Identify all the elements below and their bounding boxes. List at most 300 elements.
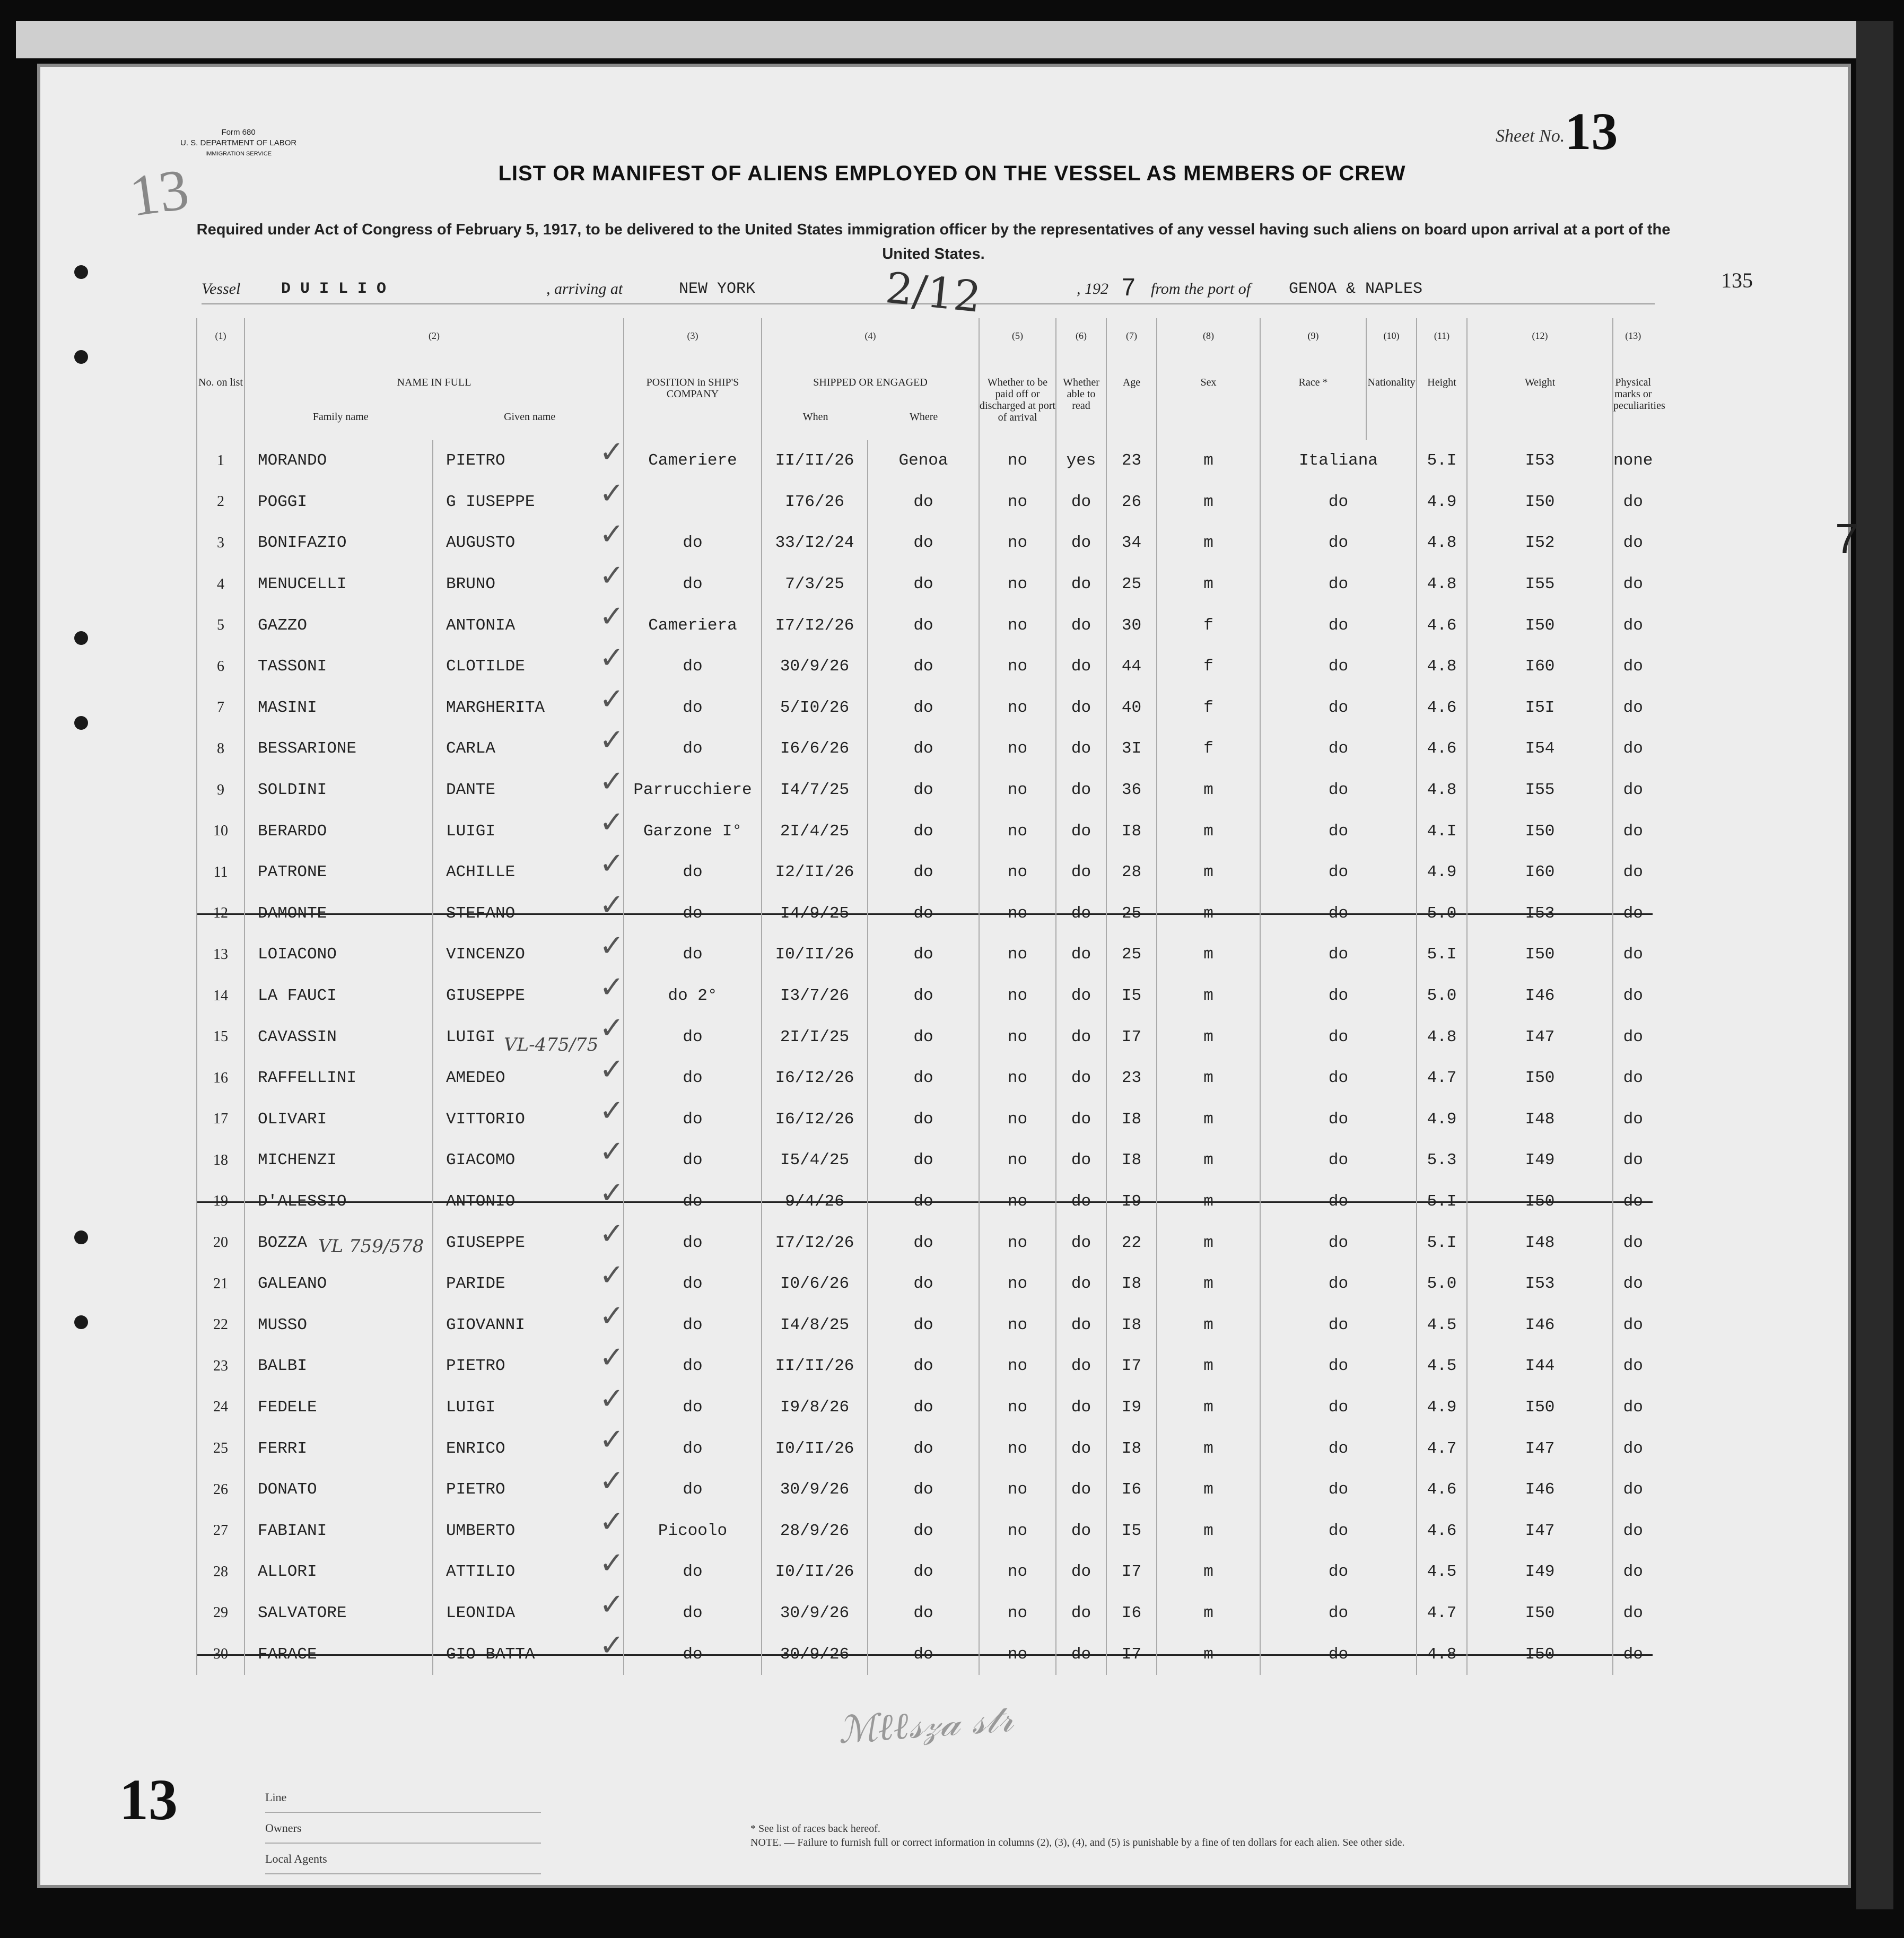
age: 40: [1106, 687, 1157, 729]
column-header: [1260, 318, 1366, 440]
race: [1260, 1428, 1417, 1469]
sex: f: [1157, 728, 1260, 770]
paid-off: no: [979, 1099, 1056, 1140]
scan-right-edge: [1856, 21, 1893, 1909]
check-mark-icon: ✓: [599, 1258, 624, 1293]
physical-marks: none: [1613, 440, 1653, 482]
check-mark-icon: ✓: [599, 599, 624, 634]
sex: m: [1157, 1263, 1260, 1305]
race: [1260, 1140, 1417, 1181]
handwritten-signature: ℳℓℓ𝓈𝓏𝒶 𝓈𝓉𝓇: [836, 1696, 1015, 1752]
able-to-read: do: [1056, 564, 1106, 605]
shipped-where: do: [868, 1222, 979, 1263]
race: [1260, 1469, 1417, 1511]
weight: I48: [1467, 1222, 1613, 1263]
check-mark-icon: ✓: [599, 517, 624, 552]
shipped-when: I0/II/26: [762, 934, 868, 975]
age: I8: [1106, 1099, 1157, 1140]
check-mark-icon: ✓: [599, 640, 624, 675]
family-name: BONIFAZIO: [244, 522, 433, 564]
shipped-where: do: [868, 810, 979, 852]
race-nationality: do: [1328, 1439, 1349, 1458]
shipped-when: I0/II/26: [762, 1428, 868, 1469]
given-name: DANTE: [433, 770, 624, 811]
shipped-when: I0/6/26: [762, 1263, 868, 1305]
height: 4.8: [1417, 522, 1467, 564]
paid-off: no: [979, 1510, 1056, 1551]
race: [1260, 482, 1417, 523]
weight: I50: [1467, 605, 1613, 646]
race: [1260, 440, 1417, 482]
family-name: GAZZO: [244, 605, 433, 646]
given-name: GIACOMO: [433, 1140, 624, 1181]
race-nationality: do: [1328, 657, 1349, 676]
check-mark-icon: ✓: [599, 887, 624, 922]
sex: m: [1157, 1428, 1260, 1469]
physical-marks: do: [1613, 1634, 1653, 1675]
race-nationality: do: [1328, 904, 1349, 923]
height: 4.9: [1417, 482, 1467, 523]
shipped-where: do: [868, 728, 979, 770]
crew-manifest-table: [196, 318, 1665, 1675]
shipped-where: do: [868, 1510, 979, 1551]
physical-marks: do: [1613, 770, 1653, 811]
physical-marks: do: [1613, 810, 1653, 852]
shipped-where: do: [868, 646, 979, 687]
position: Picoolo: [624, 1510, 762, 1551]
race-nationality: do: [1328, 1603, 1349, 1622]
column-header: [1056, 318, 1106, 440]
able-to-read: do: [1056, 893, 1106, 935]
column-number: (8): [1203, 330, 1214, 341]
family-name: FEDELE: [244, 1387, 433, 1428]
able-to-read: yes: [1056, 440, 1106, 482]
sex: m: [1157, 975, 1260, 1017]
race: [1260, 728, 1417, 770]
table-row: [197, 1428, 1653, 1469]
paid-off: no: [979, 440, 1056, 482]
given-name: LEONIDA: [433, 1593, 624, 1634]
able-to-read: do: [1056, 1593, 1106, 1634]
position: do: [624, 893, 762, 935]
position: do: [624, 852, 762, 893]
shipped-when: 9/4/26: [762, 1181, 868, 1223]
physical-marks: do: [1613, 1016, 1653, 1058]
family-name: MICHENZI: [244, 1140, 433, 1181]
table-row: [197, 1181, 1653, 1223]
position: do: [624, 728, 762, 770]
height: 5.I: [1417, 934, 1467, 975]
paid-off: no: [979, 482, 1056, 523]
sex: m: [1157, 1140, 1260, 1181]
age: 22: [1106, 1222, 1157, 1263]
sex: m: [1157, 1304, 1260, 1346]
given-name: GIUSEPPE: [433, 975, 624, 1017]
column-label: Whether able to read: [1063, 377, 1099, 412]
physical-marks: do: [1613, 728, 1653, 770]
table-row: [197, 1058, 1653, 1099]
age: I8: [1106, 1140, 1157, 1181]
age: 25: [1106, 934, 1157, 975]
handwritten-annotation: VL 759/578: [318, 1236, 424, 1257]
row-number: 27: [197, 1510, 244, 1551]
physical-marks: do: [1613, 1551, 1653, 1593]
row-number: 29: [197, 1593, 244, 1634]
age: I9: [1106, 1387, 1157, 1428]
sex: m: [1157, 1099, 1260, 1140]
column-label: SHIPPED OR ENGAGED: [813, 377, 928, 388]
physical-marks: do: [1613, 522, 1653, 564]
shipped-when: I6/I2/26: [762, 1099, 868, 1140]
given-name: G IUSEPPE: [433, 482, 624, 523]
family-name: SOLDINI: [244, 770, 433, 811]
arriving-label: , arriving at: [546, 280, 623, 298]
column-header: [762, 318, 979, 440]
column-sublabel: Where: [909, 411, 938, 423]
table-row: [197, 564, 1653, 605]
shipped-where: do: [868, 1058, 979, 1099]
height: 5.I: [1417, 440, 1467, 482]
paid-off: no: [979, 1140, 1056, 1181]
table-row: [197, 522, 1653, 564]
sex: f: [1157, 646, 1260, 687]
from-port-label: from the port of: [1151, 280, 1251, 298]
shipped-where: do: [868, 1346, 979, 1387]
check-mark-icon: ✓: [599, 558, 624, 593]
able-to-read: do: [1056, 975, 1106, 1017]
race: [1260, 1181, 1417, 1223]
check-mark-icon: ✓: [599, 1134, 624, 1169]
shipped-when: 30/9/26: [762, 1634, 868, 1675]
check-mark-icon: ✓: [599, 1175, 624, 1210]
race-nationality: do: [1328, 1645, 1349, 1664]
age: I7: [1106, 1634, 1157, 1675]
able-to-read: do: [1056, 1263, 1106, 1305]
check-mark-icon: ✓: [599, 1463, 624, 1498]
row-number: 8: [197, 728, 244, 770]
given-name: LUIGI: [433, 1016, 624, 1058]
race: [1260, 605, 1417, 646]
race: [1260, 687, 1417, 729]
shipped-where: do: [868, 564, 979, 605]
check-mark-icon: ✓: [599, 1340, 624, 1375]
height: 4.I: [1417, 810, 1467, 852]
column-header: [197, 318, 244, 440]
height: 5.I: [1417, 1181, 1467, 1223]
row-number: 11: [197, 852, 244, 893]
table-row: [197, 893, 1653, 935]
able-to-read: do: [1056, 934, 1106, 975]
weight: I52: [1467, 522, 1613, 564]
shipped-when: I9/8/26: [762, 1387, 868, 1428]
sex: m: [1157, 564, 1260, 605]
shipped-where: do: [868, 1387, 979, 1428]
able-to-read: do: [1056, 605, 1106, 646]
position: do: [624, 1099, 762, 1140]
age: 30: [1106, 605, 1157, 646]
sex: f: [1157, 687, 1260, 729]
form-service: IMMIGRATION SERVICE: [205, 151, 272, 157]
column-number: (10): [1383, 330, 1400, 341]
able-to-read: do: [1056, 1428, 1106, 1469]
table-row: [197, 1387, 1653, 1428]
row-number: 4: [197, 564, 244, 605]
sex: m: [1157, 440, 1260, 482]
footer-labels: [265, 1782, 541, 1874]
age: 36: [1106, 770, 1157, 811]
paid-off: no: [979, 1222, 1056, 1263]
check-mark-icon: ✓: [599, 1381, 624, 1416]
given-name: ANTONIO: [433, 1181, 624, 1223]
table-row: [197, 1016, 1653, 1058]
age: I5: [1106, 975, 1157, 1017]
weight: I50: [1467, 1181, 1613, 1223]
scan-top-edge: [16, 21, 1862, 58]
row-number: 9: [197, 770, 244, 811]
able-to-read: do: [1056, 1551, 1106, 1593]
weight: I53: [1467, 440, 1613, 482]
race: [1260, 1222, 1417, 1263]
sex: m: [1157, 1634, 1260, 1675]
shipped-when: II/II/26: [762, 1346, 868, 1387]
check-mark-icon: ✓: [599, 435, 624, 469]
able-to-read: do: [1056, 1634, 1106, 1675]
margin-check-mark: 7: [1835, 515, 1859, 562]
footer-sheet-number: 13: [119, 1767, 178, 1832]
paid-off: no: [979, 1263, 1056, 1305]
race: [1260, 1551, 1417, 1593]
shipped-when: 5/I0/26: [762, 687, 868, 729]
paid-off: no: [979, 687, 1056, 729]
paid-off: no: [979, 605, 1056, 646]
check-mark-icon: ✓: [599, 1587, 624, 1622]
column-sublabel: Family name: [312, 411, 369, 423]
physical-marks: do: [1613, 564, 1653, 605]
height: 4.9: [1417, 1387, 1467, 1428]
shipped-when: 30/9/26: [762, 646, 868, 687]
able-to-read: do: [1056, 1099, 1106, 1140]
weight: I50: [1467, 482, 1613, 523]
position: Cameriere: [624, 440, 762, 482]
column-number: (4): [864, 330, 876, 341]
age: I8: [1106, 810, 1157, 852]
paid-off: no: [979, 852, 1056, 893]
table-row: [197, 646, 1653, 687]
row-number: 7: [197, 687, 244, 729]
table-row: [197, 975, 1653, 1017]
sheet-number-block: [1496, 101, 1618, 162]
paid-off: no: [979, 1016, 1056, 1058]
binder-hole: [74, 265, 88, 279]
family-name: DAMONTE: [244, 893, 433, 935]
check-mark-icon: ✓: [599, 846, 624, 881]
weight: I49: [1467, 1140, 1613, 1181]
physical-marks: do: [1613, 852, 1653, 893]
physical-marks: do: [1613, 1304, 1653, 1346]
footnote-penalty: NOTE. — Failure to furnish full or correct information in columns (2), (3), (4), and (5) is punishable by a fine of ten dollars for each alien. See other side.: [750, 1837, 1405, 1848]
position: do: [624, 1140, 762, 1181]
given-name: GIUSEPPE: [433, 1222, 624, 1263]
weight: I53: [1467, 893, 1613, 935]
position: do: [624, 1551, 762, 1593]
shipped-where: do: [868, 975, 979, 1017]
shipped-when: 2I/I/25: [762, 1016, 868, 1058]
table-row: [197, 1469, 1653, 1511]
page-number: 135: [1721, 268, 1753, 292]
height: 4.6: [1417, 1510, 1467, 1551]
able-to-read: do: [1056, 1140, 1106, 1181]
height: 4.8: [1417, 1634, 1467, 1675]
row-number: 20: [197, 1222, 244, 1263]
height: 5.I: [1417, 1222, 1467, 1263]
given-name: ANTONIA: [433, 605, 624, 646]
check-mark-icon: ✓: [599, 1628, 624, 1663]
age: I9: [1106, 1181, 1157, 1223]
race-nationality: do: [1328, 1521, 1349, 1540]
binder-hole: [74, 350, 88, 364]
race: [1260, 893, 1417, 935]
shipped-where: do: [868, 687, 979, 729]
shipped-when: I5/4/25: [762, 1140, 868, 1181]
age: I8: [1106, 1304, 1157, 1346]
paid-off: no: [979, 1428, 1056, 1469]
year-label: , 192: [1077, 280, 1108, 298]
column-sublabel: Given name: [504, 411, 556, 423]
sex: m: [1157, 1593, 1260, 1634]
race-nationality: do: [1328, 534, 1349, 553]
paid-off: no: [979, 810, 1056, 852]
family-name: ALLORI: [244, 1551, 433, 1593]
age: I8: [1106, 1428, 1157, 1469]
family-name: OLIVARI: [244, 1099, 433, 1140]
physical-marks: do: [1613, 1428, 1653, 1469]
sex: m: [1157, 852, 1260, 893]
position: do: [624, 934, 762, 975]
row-number: 16: [197, 1058, 244, 1099]
row-number: 15: [197, 1016, 244, 1058]
race-nationality: do: [1328, 863, 1349, 882]
shipped-where: do: [868, 893, 979, 935]
given-name: AUGUSTO: [433, 522, 624, 564]
able-to-read: do: [1056, 646, 1106, 687]
given-name: VITTORIO: [433, 1099, 624, 1140]
column-header: [624, 318, 762, 440]
shipped-where: do: [868, 1099, 979, 1140]
weight: I46: [1467, 975, 1613, 1017]
position: do: [624, 1304, 762, 1346]
shipped-where: do: [868, 1469, 979, 1511]
weight: I50: [1467, 934, 1613, 975]
table-header: [197, 318, 1653, 440]
physical-marks: do: [1613, 1593, 1653, 1634]
shipped-when: I7/I2/26: [762, 1222, 868, 1263]
column-header: [1366, 318, 1417, 440]
position: do: [624, 1469, 762, 1511]
paid-off: no: [979, 770, 1056, 811]
paid-off: no: [979, 564, 1056, 605]
weight: I50: [1467, 1387, 1613, 1428]
paid-off: no: [979, 1058, 1056, 1099]
position: do: [624, 1593, 762, 1634]
column-header: [1417, 318, 1467, 440]
race-nationality: do: [1328, 1151, 1349, 1170]
column-label: Weight: [1524, 377, 1556, 388]
able-to-read: do: [1056, 1304, 1106, 1346]
race-nationality: do: [1328, 987, 1349, 1006]
shipped-when: 7/3/25: [762, 564, 868, 605]
table-row: [197, 852, 1653, 893]
sex: m: [1157, 1346, 1260, 1387]
shipped-where: do: [868, 1551, 979, 1593]
column-header: [244, 318, 624, 440]
binder-hole: [74, 716, 88, 730]
column-label: Physical marks or peculiarities: [1613, 377, 1665, 412]
race: [1260, 564, 1417, 605]
family-name: MASINI: [244, 687, 433, 729]
shipped-where: do: [868, 1593, 979, 1634]
height: 4.6: [1417, 728, 1467, 770]
height: 4.5: [1417, 1346, 1467, 1387]
height: 4.9: [1417, 852, 1467, 893]
row-number: 17: [197, 1099, 244, 1140]
race-nationality: Italiana: [1299, 451, 1378, 470]
weight: I46: [1467, 1304, 1613, 1346]
column-label: Whether to be paid off or discharged at port of arrival: [980, 377, 1055, 423]
check-mark-icon: ✓: [599, 1217, 624, 1252]
height: 4.6: [1417, 1469, 1467, 1511]
race: [1260, 934, 1417, 975]
family-name: SALVATORE: [244, 1593, 433, 1634]
race-nationality: do: [1328, 822, 1349, 841]
physical-marks: do: [1613, 1181, 1653, 1223]
column-header: [979, 318, 1056, 440]
race-nationality: do: [1328, 739, 1349, 758]
weight: I46: [1467, 1469, 1613, 1511]
check-mark-icon: ✓: [599, 1299, 624, 1334]
shipped-where: do: [868, 1634, 979, 1675]
row-number: 1: [197, 440, 244, 482]
shipped-where: do: [868, 1016, 979, 1058]
physical-marks: do: [1613, 1469, 1653, 1511]
given-name: LUIGI: [433, 810, 624, 852]
year-handwritten: 7: [1122, 273, 1136, 301]
race: [1260, 1387, 1417, 1428]
family-name: D'ALESSIO: [244, 1181, 433, 1223]
column-number: (7): [1126, 330, 1137, 341]
physical-marks: do: [1613, 646, 1653, 687]
able-to-read: do: [1056, 728, 1106, 770]
column-header: [1106, 318, 1157, 440]
column-number: (5): [1012, 330, 1023, 341]
given-name: GIOVANNI: [433, 1304, 624, 1346]
able-to-read: do: [1056, 1222, 1106, 1263]
weight: I50: [1467, 1593, 1613, 1634]
family-name: LA FAUCI: [244, 975, 433, 1017]
given-name: CARLA: [433, 728, 624, 770]
race: [1260, 1510, 1417, 1551]
age: I5: [1106, 1510, 1157, 1551]
sex: m: [1157, 1181, 1260, 1223]
height: 5.3: [1417, 1140, 1467, 1181]
position: do: [624, 1346, 762, 1387]
shipped-when: I2/II/26: [762, 852, 868, 893]
family-name: BALBI: [244, 1346, 433, 1387]
manifest-subtitle: Required under Act of Congress of February 5, 1917, to be delivered to the United States immigration officer by the representatives of any vessel having such aliens on board upon arrival at a port of the United States.: [196, 221, 1671, 263]
column-label: NAME IN FULL: [397, 377, 471, 388]
able-to-read: do: [1056, 1510, 1106, 1551]
column-label: Height: [1427, 377, 1456, 388]
column-number: (11): [1434, 330, 1450, 341]
